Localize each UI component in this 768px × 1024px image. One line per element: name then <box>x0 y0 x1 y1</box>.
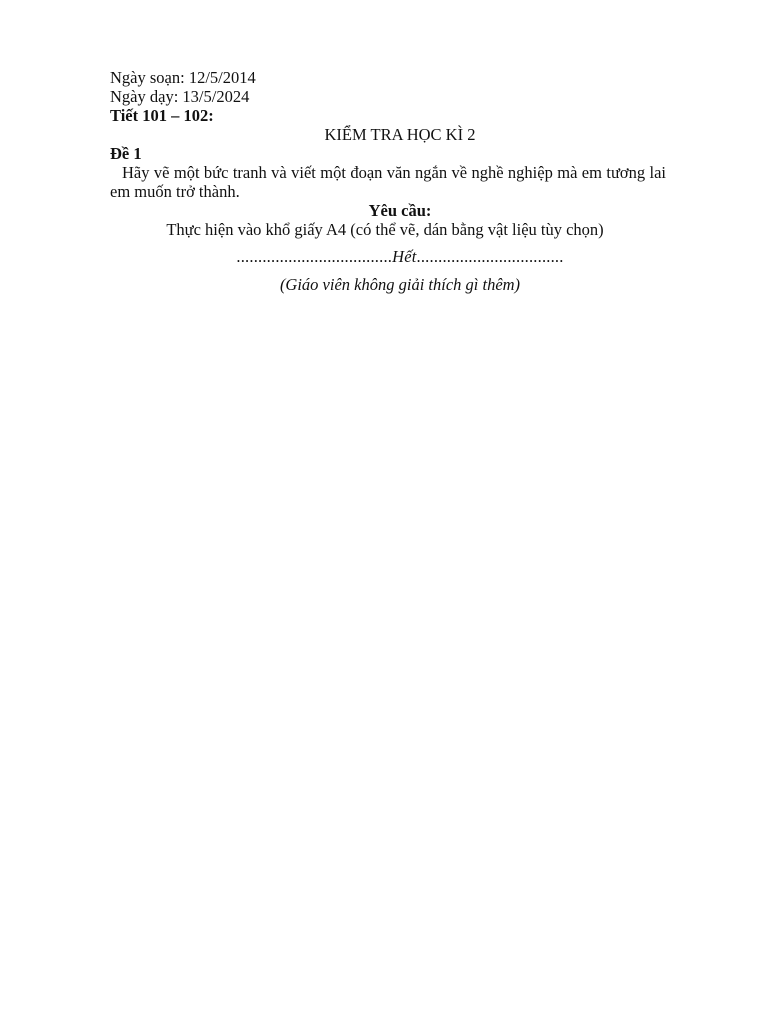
date-taught: Ngày dạy: 13/5/2024 <box>110 87 250 106</box>
end-dots-right: .................................. <box>416 247 564 266</box>
requirement-text: Thực hiện vào khổ giấy A4 (có thể vẽ, dán bằng vật liệu tùy chọn) <box>166 220 604 239</box>
end-marker <box>130 247 670 266</box>
date-prepared: Ngày soạn: 12/5/2014 <box>110 68 256 87</box>
section-label: Đề 1 <box>110 144 142 163</box>
teacher-note: (Giáo viên không giải thích gì thêm) <box>279 275 521 294</box>
exam-prompt: Hãy vẽ một bức tranh và viết một đoạn văn ngắn về nghề nghiệp mà em tương lai em muốn trở thành. <box>110 163 666 201</box>
lesson-number: Tiết 101 – 102: <box>110 106 214 125</box>
document-content <box>110 68 670 294</box>
end-dots-left: .................................... <box>236 247 393 266</box>
requirement-heading: Yêu cầu: <box>368 201 432 220</box>
exam-title: KIỂM TRA HỌC KÌ 2 <box>324 125 476 144</box>
end-word: Hết <box>392 247 417 266</box>
